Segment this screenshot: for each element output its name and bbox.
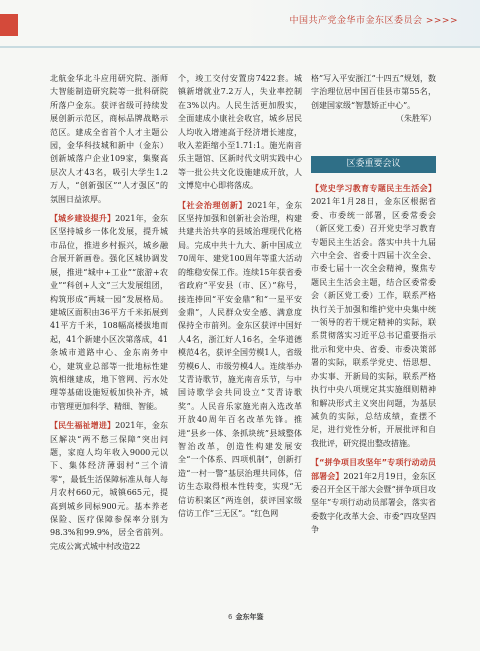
subheading: 【党史学习教育专题民主生活会】 bbox=[311, 184, 436, 193]
publication-logo: 金东年鉴 bbox=[235, 613, 264, 621]
paragraph bbox=[311, 182, 436, 450]
paragraph: 个，竣工交付安置房7422套。城镇新增就业7.2万人，失业率控制在3%以内。人民生活更加殷实，全面建成小康社会收官，城乡居民人均收入增速高于经济增长速度，收入差距缩小至1.71:1。施光南音乐主题馆、区新时代文明实践中心等一批公共文化设施建成开放，人文博览中心即将落成。 bbox=[178, 74, 302, 191]
paragraph bbox=[50, 419, 168, 553]
column-2 bbox=[178, 72, 302, 520]
page-number: 6 bbox=[228, 613, 233, 621]
section-heading: 区委重要会议 bbox=[311, 156, 436, 173]
author-signature: （朱胜军） bbox=[396, 114, 436, 124]
paragraph-text: 2021年，金东区解决“两不愁三保障”突出问题，家庭人均年收入9000元以下、集体经济薄弱村“三个清零”，最低生活保障标准从每人每月农村660元，城镇665元，提高到城乡同标900元。基本养老保险、医疗保障参保率分别为98.3%和99.9%，居全省前列。完成公寓式城中村改造22 bbox=[50, 421, 168, 551]
running-header-title: 中国共产党金华市金东区委员会 >>>> bbox=[289, 16, 458, 26]
subheading: 【“拼争项目攻坚年”专项行动动员部署会】 bbox=[311, 458, 436, 481]
column-1 bbox=[50, 72, 168, 553]
paragraph-text: 2021年，金东区坚持城乡一体化发展，提升城市品位，推进乡村振兴，城乡融合展开新画卷。强化区城协调发展，推进“城中+工业”“旅游+农业”“科创+人文”三大发展组团，构筑形成“两城一园”发展格局。建城区面积由36平方千米拓展到41平方千米，108幅高楼拔地而起，41个新建小区次第落成，41条城市道路中心、金东南务中心，建筑业总部等一批地标性建筑相继建成，地下管网、污水处理等基础设施短板加快补齐，城市管理更加科学、精细、智能。 bbox=[50, 214, 168, 411]
header-accent-block bbox=[0, 14, 18, 36]
paragraph-text: 2021年1月28日，金东区根据省委、市委统一部署，区委常委会（新区党工委）召开党史学习教育专题民主生活会。落实中共十九届六中全会、省委十四届十次全会、市委七届十一次全会精神，聚焦专题民主生活会主题，结合区委常委会（新区党工委）工作，联系严格执行关于加强和维护党中央集中统一领导的若干规定精神的实际，联系贯彻落实习近平总书记重要指示批示和党中央、省委、市委决策部署的实际，联系学党史、悟思想、办实事、开新局的实际，联系严格执行中央八项规定其实施细则精神和解决形式主义突出问题，为基层减负的实际，总结成绩，查摆不足，进行党性分析，开展批评和自我批评，研究提出整改措施。 bbox=[311, 197, 436, 448]
column-3-continued bbox=[311, 182, 436, 537]
paragraph bbox=[50, 212, 168, 413]
subheading: 【城乡建设提升】 bbox=[50, 214, 116, 224]
paragraph bbox=[311, 456, 436, 536]
header-divider bbox=[0, 46, 480, 48]
paragraph: 北航金华北斗应用研究院、浙师大智能制造研究院等一批科研院所落户金东。获评省级可持续发展创新示范区，商标品牌战略示范区。建成全省首个人才主题公园，金华科技城和新中（金东）创新城落户企业109家，集聚高层次人才43名，吸引大学生1.2万人，“创新强区”“人才强区”的氛围日益浓厚。 bbox=[50, 74, 168, 204]
subheading: 【民生福祉增进】 bbox=[50, 421, 116, 431]
subheading: 【社会治理创新】 bbox=[178, 200, 248, 210]
paragraph bbox=[178, 199, 302, 521]
paragraph-text: 2021年2月19日，金东区委召开全区干部大会暨“拼争项目攻坚年”专项行动动员部署会，落实省委数字化改革大会、市委“四攻坚四争 bbox=[311, 471, 436, 535]
paragraph: 格”写入平安浙江“十四五”规划，数字治理位居中国百佳县市第55名，创建国家级“智慧矫正中心”。 bbox=[311, 74, 436, 110]
paragraph-text: 2021年，金东区坚持加强和创新社会治理，构建共建共治共享的县域治理现代化格局。完成中共十九大、新中国成立70周年、建党100周年等重大活动的维稳安保工作。连续15年获省委省政府“平安县（市、区）”称号，接连捧回“平安金鼎”和“一星平安金鼎”，人民群众安全感、满意度保持全市前列。金东区获评中国好人4名，浙江好人16名，全华道德模范4名，获评全国劳模1人，省级劳模6人、市级劳模4人。连续举办艾青诗歌节，施光南音乐节，与中国诗歌学会共同设立“艾青诗歌奖”。人民音乐家施光南入选改革开放40周年百名改革先锋。推进“县乡一体、条抓块统”县域整体智治改革，创造性构建发展安全“一个体系、四项机制”，创新打造“一村一警”基层治理共同体，信访生态取得根本性转变，实现“无信访积案区”两连创，获评国家级信访工作“三无区”。“红色网 bbox=[178, 200, 302, 518]
column-3 bbox=[311, 72, 436, 126]
page-footer bbox=[228, 612, 263, 622]
